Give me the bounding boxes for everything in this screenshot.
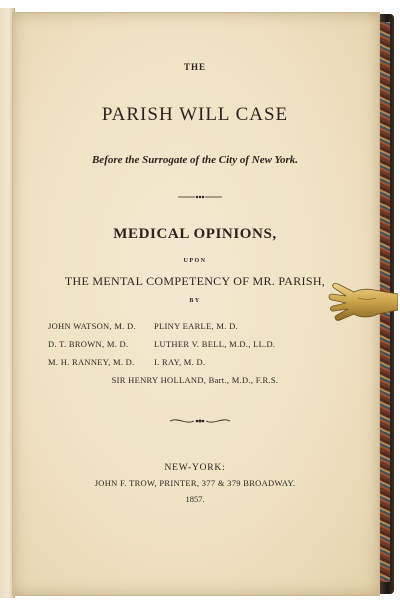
author-name: LUTHER V. BELL, M.D., LL.D. xyxy=(154,339,276,349)
imprint-year: 1857. xyxy=(185,494,205,504)
author-name-holland: SIR HENRY HOLLAND, Bart., M.D., F.R.S. xyxy=(111,375,279,385)
brass-hand-page-holder-icon xyxy=(328,276,398,332)
imprint-city: NEW-YORK: xyxy=(164,463,226,473)
book-title: PARISH WILL CASE xyxy=(101,104,289,125)
author-name: PLINY EARLE, M. D. xyxy=(154,321,238,331)
ornament-icon xyxy=(168,417,232,425)
book-subtitle: Before the Surrogate of the City of New York. xyxy=(91,154,299,166)
author-name: D. T. BROWN, M. D. xyxy=(48,339,129,349)
author-name: I. RAY, M. D. xyxy=(154,357,206,367)
upon-label: UPON xyxy=(183,258,207,264)
ornament-icon xyxy=(178,193,222,201)
medical-opinions-heading: MEDICAL OPINIONS, xyxy=(113,226,277,242)
title-page xyxy=(12,12,380,596)
by-label: BY xyxy=(189,298,201,304)
subject-line: THE MENTAL COMPETENCY OF MR. PARISH, xyxy=(64,274,326,288)
imprint-printer: JOHN F. TROW, PRINTER, 377 & 379 BROADWAY. xyxy=(94,478,296,488)
title-the: THE xyxy=(183,62,206,72)
author-name: JOHN WATSON, M. D. xyxy=(48,321,136,331)
author-name: M. H. RANNEY, M. D. xyxy=(48,357,135,367)
